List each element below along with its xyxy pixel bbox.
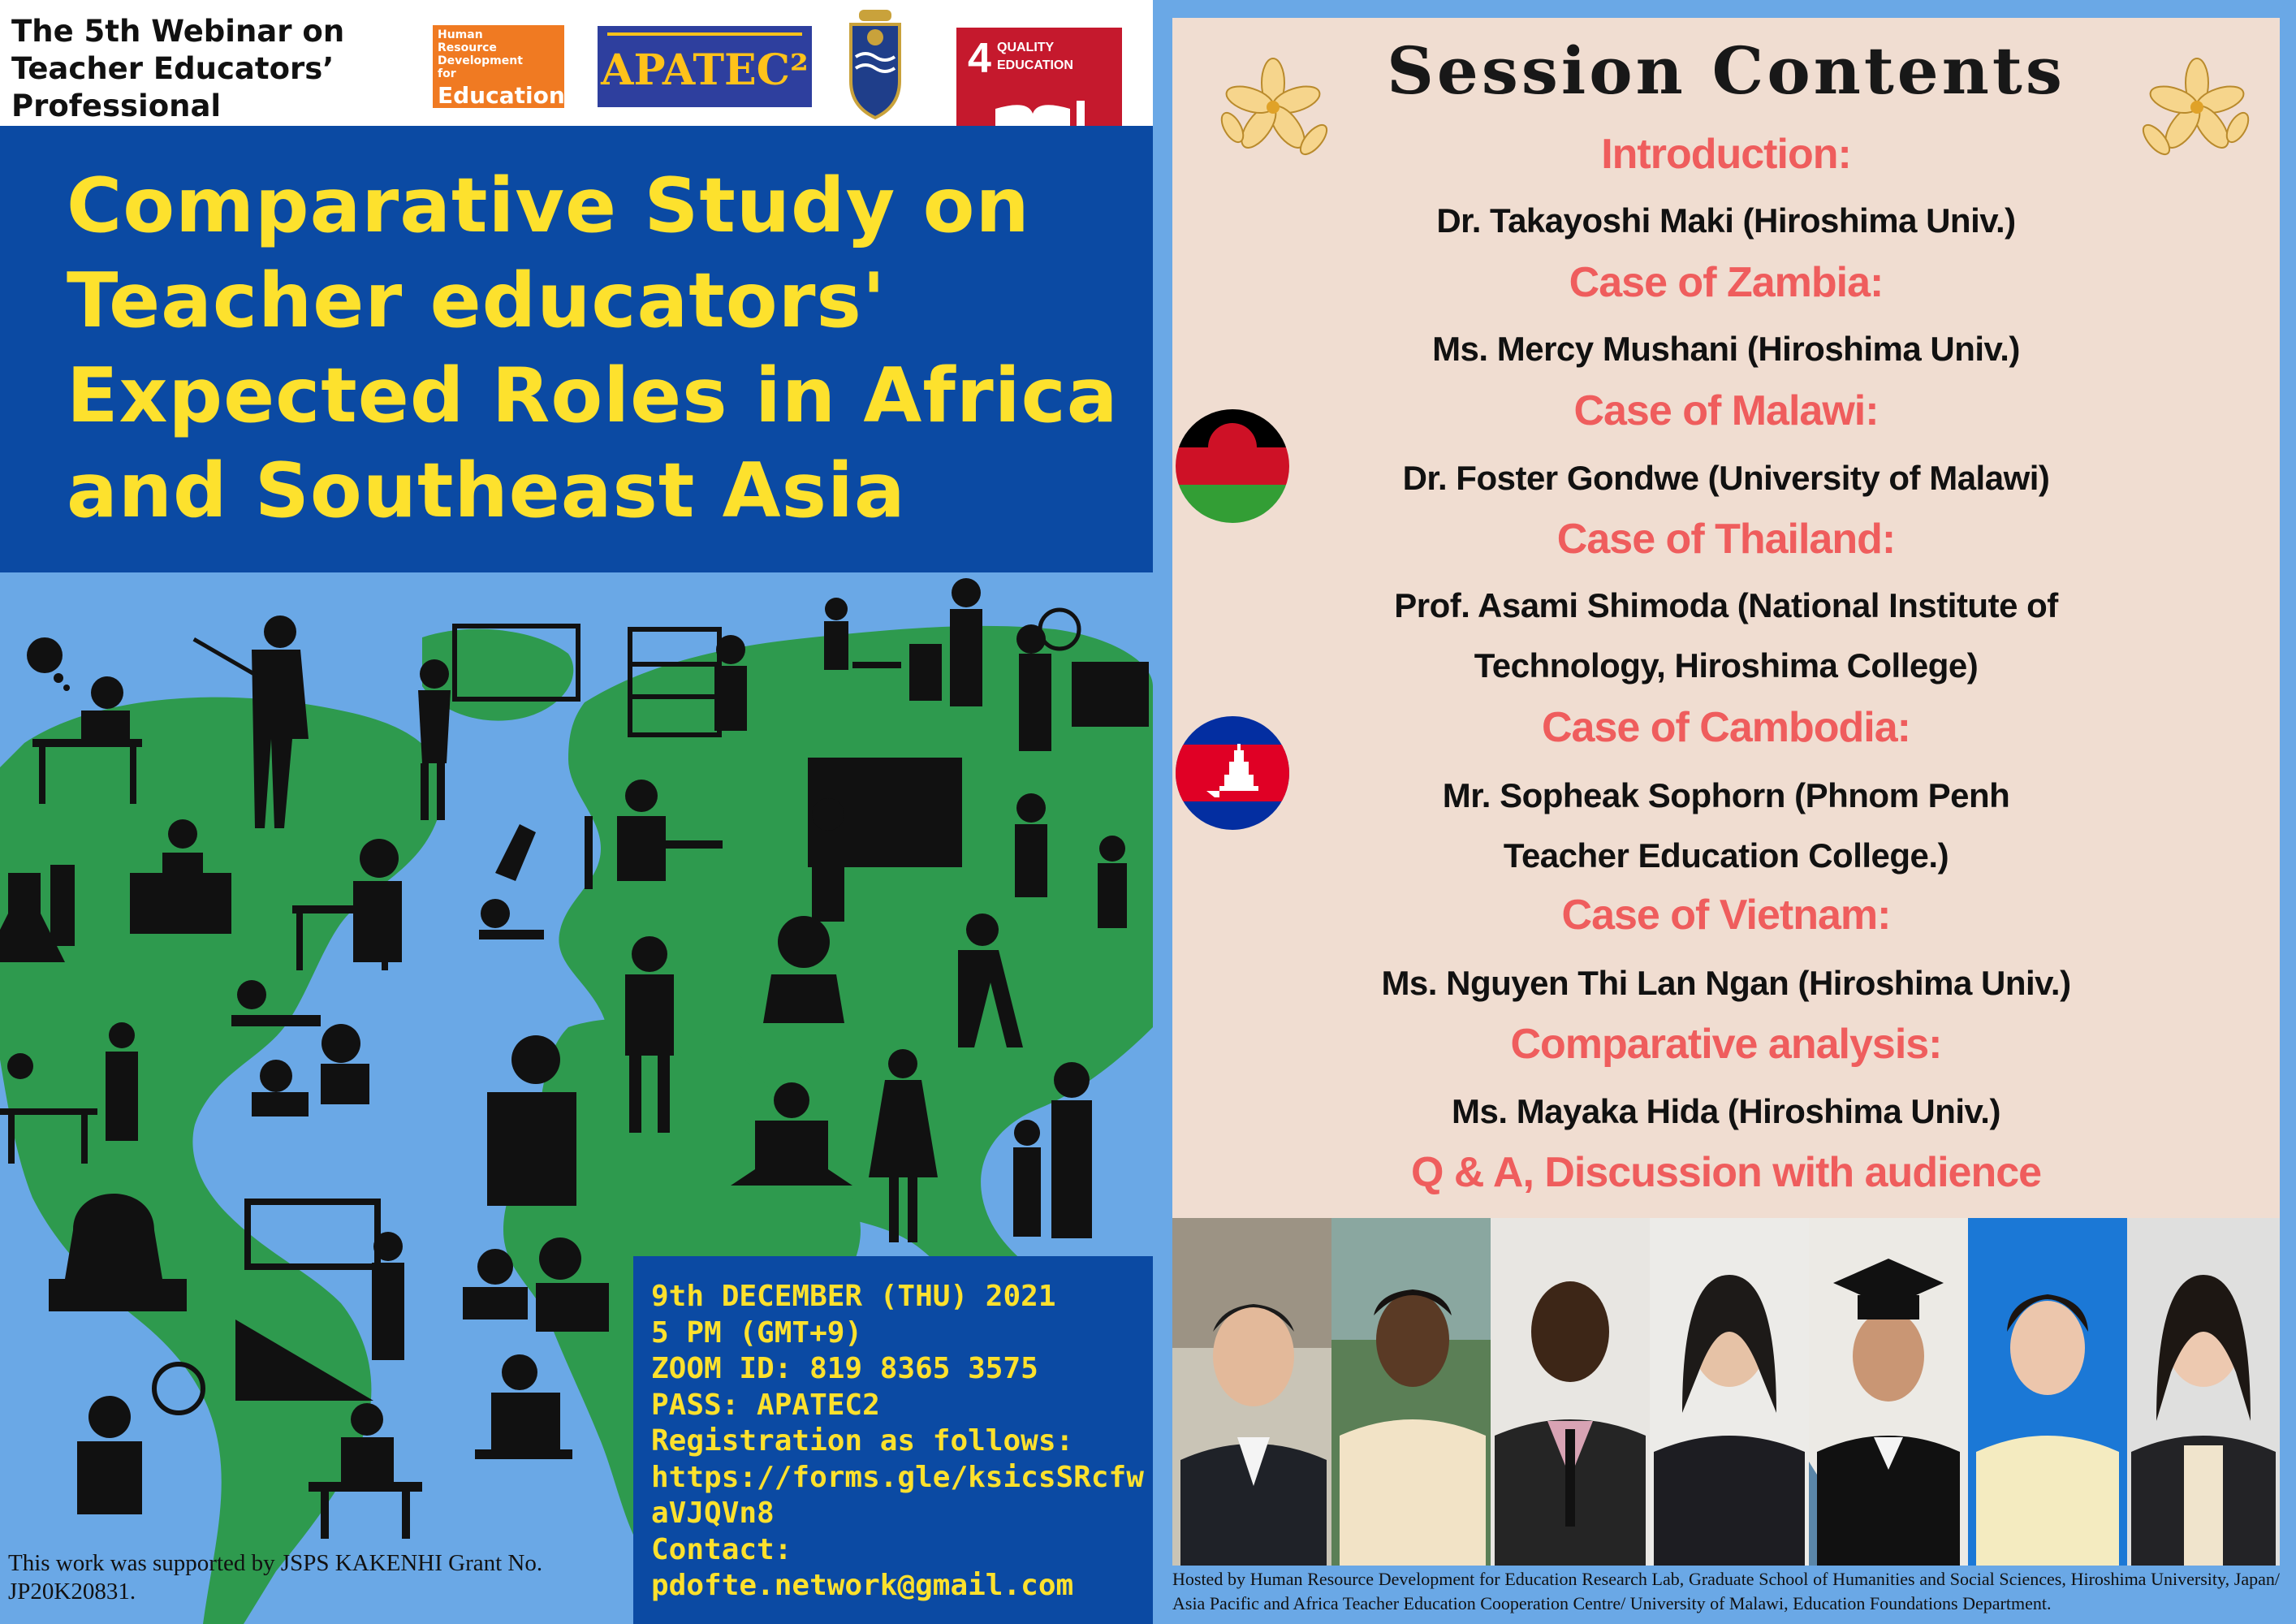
right-poster <box>1153 0 2296 1624</box>
cambodia-flag-icon <box>1176 716 1289 830</box>
hrd-education-logo <box>430 23 567 110</box>
header-bar <box>0 0 1153 126</box>
event-info-panel <box>633 1256 1153 1624</box>
heading-thailand: Case of Thailand: <box>1556 516 1896 563</box>
speaker-photo-maki <box>1172 1218 1331 1566</box>
heading-comparative-analysis: Comparative analysis: <box>1510 1021 1942 1068</box>
closing-qa: Q & A, Discussion with audience <box>1410 1149 2042 1196</box>
heading-malawi: Case of Malawi: <box>1573 387 1879 434</box>
speaker-photo-sophorn <box>1809 1218 1968 1566</box>
apatec-logo-text: APATEC² <box>601 45 809 95</box>
speaker-comparative-analysis: Ms. Mayaka Hida (Hiroshima Univ.) <box>1452 1092 2000 1130</box>
speaker-photo-strip <box>1172 1218 2280 1566</box>
speaker-zambia: Ms. Mercy Mushani (Hiroshima Univ.) <box>1432 330 2020 368</box>
speaker-thailand: Prof. Asami Shimoda (National Institute of Technology, Hiroshima College) <box>1394 586 2058 685</box>
heading-vietnam: Case of Vietnam: <box>1561 892 1891 939</box>
webinar-series-title: The 5th Webinar on Teacher Educators’ Professional <box>11 14 345 123</box>
speaker-malawi: Dr. Foster Gondwe (University of Malawi) <box>1402 459 2050 497</box>
main-title-panel <box>0 126 1153 572</box>
speaker-photo-mushani <box>1331 1218 1491 1566</box>
speaker-photo-gondwe <box>1491 1218 1650 1566</box>
speaker-vietnam: Ms. Nguyen Thi Lan Ngan (Hiroshima Univ.) <box>1381 964 2071 1002</box>
hosted-by-note: Hosted by Human Resource Development for Education Research Lab, Graduate School of Humanities and Social Sciences, Hiroshima University, Japan/ Asia Pacific and Africa Teacher Education Cooperation Centre/ University of Malawi, Education Foundations Department. <box>1172 1569 2280 1613</box>
speaker-photo-hida <box>2127 1218 2280 1566</box>
sdg-label: QUALITY EDUCATION <box>997 41 1073 72</box>
university-crest-icon <box>846 8 904 122</box>
speaker-photo-shimoda <box>1650 1218 1809 1566</box>
speaker-introduction: Dr. Takayoshi Maki (Hiroshima Univ.) <box>1436 201 2016 240</box>
hrd-logo-word: Education <box>438 82 565 109</box>
malawi-flag-icon <box>1176 409 1289 523</box>
main-title: Comparative Study on Teacher educators' Expected Roles in Africa and Southeast Asia <box>67 162 1119 534</box>
heading-introduction: Introduction: <box>1601 131 1851 178</box>
event-details: 9th DECEMBER (THU) 2021 5 PM (GMT+9) ZOOM ID: 819 8365 3575 PASS: APATEC2 Registration as follows: https://forms.gle/ksicsSRcfwaVJQVn8 Contact: pdofte.network@gmail.com <box>651 1280 1144 1602</box>
hrd-logo-text: Human Resource Development for <box>438 28 523 80</box>
heading-zambia: Case of Zambia: <box>1569 259 1884 306</box>
session-contents-title: Session Contents <box>1387 32 2065 109</box>
speaker-cambodia: Mr. Sopheak Sophorn (Phnom Penh Teacher Education College.) <box>1442 776 2010 875</box>
session-contents-panel <box>1172 18 2280 1218</box>
heading-cambodia: Case of Cambodia: <box>1542 704 1910 751</box>
grant-note: This work was supported by JSPS KAKENHI Grant No. JP20K20831. <box>8 1550 543 1605</box>
apatec-logo <box>598 26 812 107</box>
speaker-photo-ngan <box>1968 1218 2127 1566</box>
sdg-number: 4 <box>968 35 991 82</box>
